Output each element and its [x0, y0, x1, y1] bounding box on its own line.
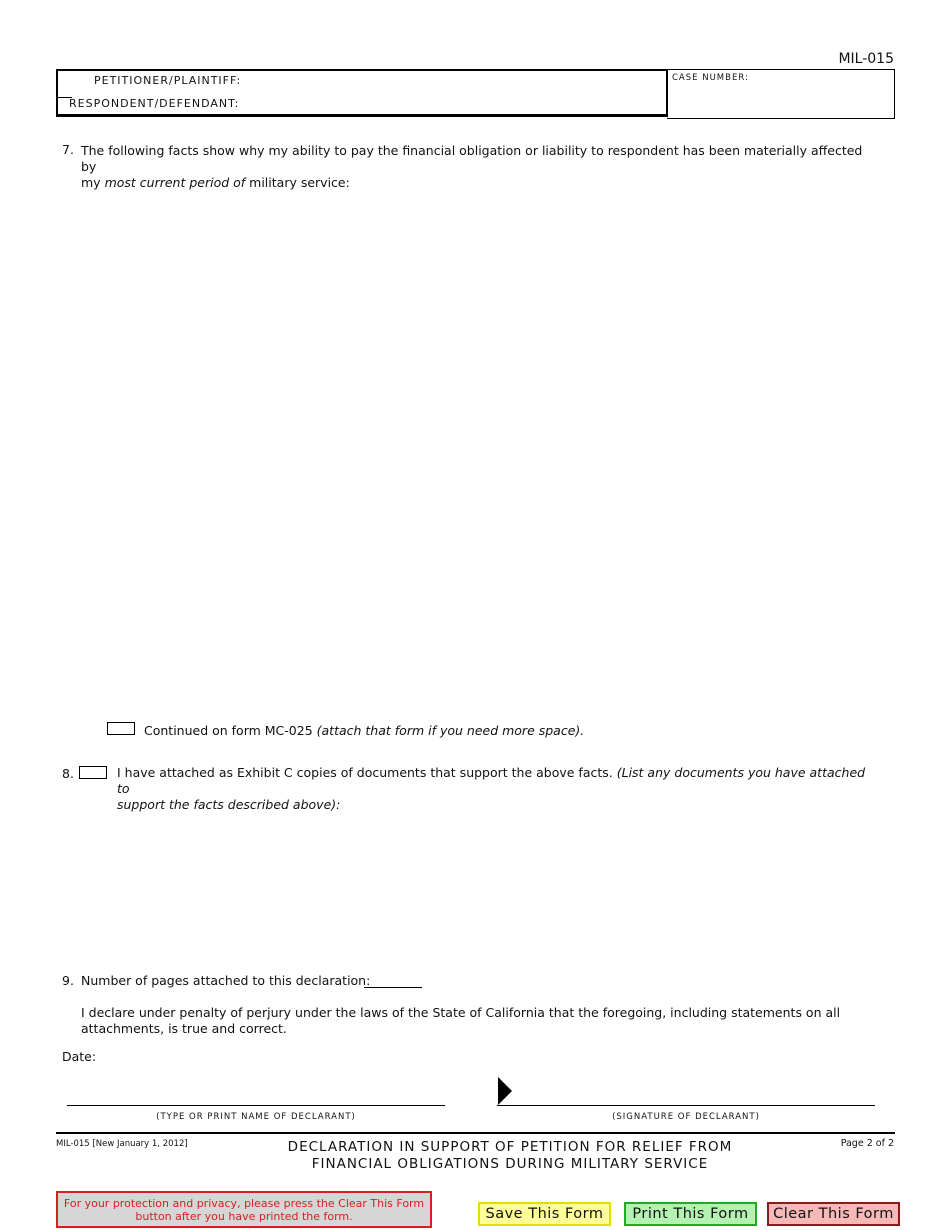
form-title: [200, 1139, 820, 1173]
caption-box: [56, 69, 668, 117]
declarant-name-caption: (TYPE OR PRINT NAME OF DECLARANT): [156, 1112, 356, 1122]
item7-facts-field[interactable]: [81, 178, 871, 708]
item8-text: I have attached as Exhibit C copies of documents that support the above facts. (List any documents you have attached to support the facts described above):: [117, 765, 866, 812]
form-title-line2: FINANCIAL OBLIGATIONS DURING MILITARY SERVICE: [311, 1156, 709, 1172]
item7-line1: The following facts show why my ability to pay the financial obligation or liability to respondent has been materially affected by: [81, 143, 863, 174]
form-id: MIL-015: [838, 51, 894, 67]
continued-text: Continued on form MC-025 (attach that form if you need more space).: [144, 723, 585, 738]
pages-attached-label: Number of pages attached to this declaration:: [81, 973, 371, 988]
respondent-label: RESPONDENT/DEFENDANT:: [69, 97, 240, 110]
date-label: Date:: [62, 1049, 97, 1064]
date-field[interactable]: [100, 1046, 300, 1064]
clear-form-button[interactable]: Clear This Form: [767, 1202, 900, 1226]
item7-line2: my most current period of military service:: [81, 175, 350, 190]
item7-number: 7.: [62, 142, 74, 157]
declarant-signature-line[interactable]: [497, 1105, 875, 1106]
continued-checkbox[interactable]: [107, 722, 135, 735]
declarant-signature-caption: (SIGNATURE OF DECLARANT): [612, 1112, 760, 1122]
perjury-statement: I declare under penalty of perjury under the laws of the State of California that the foregoing, including statements on all attachments, is true and correct.: [81, 1005, 841, 1036]
privacy-notice: For your protection and privacy, please press the Clear This Form button after you have printed the form.: [56, 1191, 432, 1228]
page-number: Page 2 of 2: [840, 1138, 894, 1149]
form-title-line1: DECLARATION IN SUPPORT OF PETITION FOR RELIEF FROM: [287, 1139, 733, 1155]
item8-number: 8.: [62, 766, 74, 781]
documents-list-field[interactable]: [117, 800, 877, 960]
petitioner-label: PETITIONER/PLAINTIFF:: [94, 74, 242, 87]
print-form-button[interactable]: Print This Form: [624, 1202, 757, 1226]
case-number-label: CASE NUMBER:: [672, 73, 749, 83]
save-form-button[interactable]: Save This Form: [478, 1202, 611, 1226]
pages-attached-field[interactable]: [364, 987, 422, 988]
revision-date: MIL-015 [New January 1, 2012]: [56, 1139, 188, 1149]
item9-number: 9.: [62, 973, 74, 988]
exhibit-c-checkbox[interactable]: [79, 766, 107, 779]
case-number-box[interactable]: [667, 69, 895, 119]
signature-arrow-icon: [498, 1077, 514, 1106]
footer-rule: [56, 1132, 895, 1134]
declarant-name-line[interactable]: [67, 1105, 445, 1106]
